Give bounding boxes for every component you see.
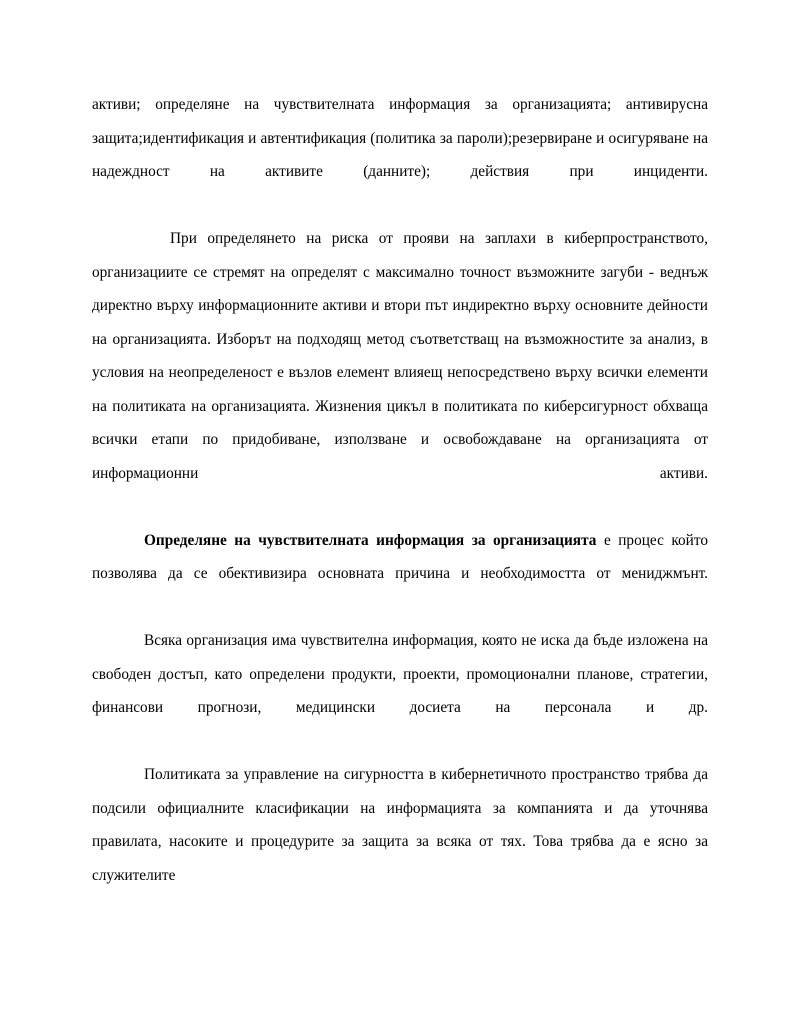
- paragraph-1: активи; определяне на чувствителната информация за организацията; антивирусна защита;идентификация и автентификация (политика за пароли);резервиране и осигуряване на надеждност на активите (данните); действия при инциденти.: [92, 96, 708, 180]
- paragraph-5: Политиката за управление на сигурността в кибернетичното пространство трябва да подсили официалните класификации на информацията за компанията и да уточнява правилата, насоките и процедурите за защита за всяка от тях. Това трябва да е ясно за служителите: [92, 766, 708, 884]
- paragraph-3-lead: Определяне на чувствителната информация за организацията: [144, 531, 597, 549]
- paragraph-3-text: е процес който позволява да се обективизира основната причина и необходимостта от мениджмънт.: [92, 531, 709, 582]
- paragraph-4: Всяка организация има чувствителна информация, която не иска да бъде изложена на свободен достъп, като определени продукти, проекти, промоционални планове, стратегии, финансови прогнози, медицински досиета на персонала и др.: [92, 632, 708, 716]
- document-body: [92, 88, 708, 892]
- paragraph-3: [92, 524, 708, 625]
- paragraph-2: При определянето на риска от прояви на заплахи в киберпространството, организациите се стремят на определят с максимално точност възможните загуби - веднъж директно върху информационните активи и втори път индиректно върху основните дейности на организацията. Изборът на подходящ метод съответстващ на възможностите за анализ, в условия на неопределеност е възлов елемент влияещ непосредствено върху всички елементи на политиката на организацията. Жизнения цикъл в политиката по киберсигурност обхваща всички етапи по придобиване, използване и освобождаване на организацията от информационни активи.: [92, 230, 708, 482]
